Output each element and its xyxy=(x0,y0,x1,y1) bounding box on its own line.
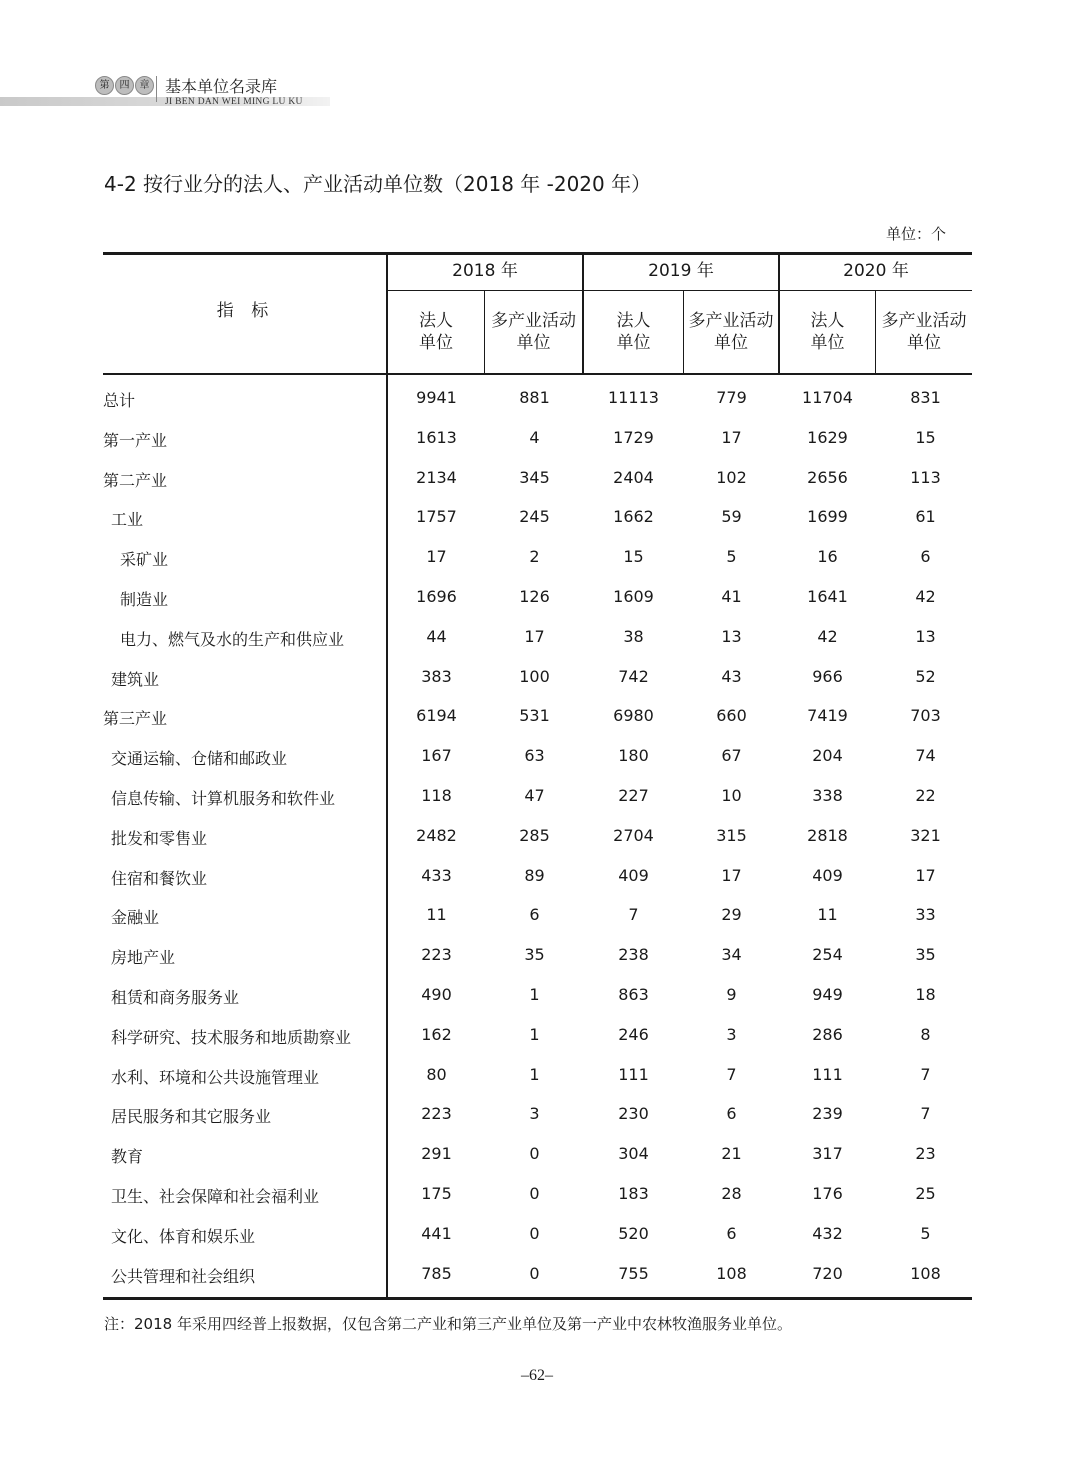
table-row xyxy=(103,746,972,774)
table-cell: 1629 xyxy=(807,427,848,447)
table-row xyxy=(103,1025,972,1053)
table-row xyxy=(103,826,972,854)
table-cell: 15 xyxy=(915,427,936,447)
table-cell: 881 xyxy=(519,388,550,407)
table-cell: 2404 xyxy=(613,467,654,487)
table-cell: 238 xyxy=(618,945,649,965)
table-cell: 304 xyxy=(618,1144,649,1164)
table-cell: 108 xyxy=(716,1263,747,1283)
table-cell: 2482 xyxy=(416,825,457,845)
table-cell: 17 xyxy=(915,865,936,885)
data-table xyxy=(103,252,972,1300)
row-label: 居民服务和其它服务业 xyxy=(111,1107,272,1127)
row-label: 建筑业 xyxy=(111,669,160,689)
table-cell: 180 xyxy=(618,746,649,766)
table-cell: 74 xyxy=(915,746,936,766)
table-cell: 22 xyxy=(915,786,936,805)
table-cell: 5 xyxy=(726,547,737,567)
table-row xyxy=(103,905,972,933)
table-cell: 25 xyxy=(915,1184,936,1203)
table-cell: 2704 xyxy=(613,825,654,845)
table-cell: 108 xyxy=(910,1263,941,1283)
row-label: 公共管理和社会组织 xyxy=(111,1266,256,1286)
table-cell: 2818 xyxy=(807,825,848,845)
table-row xyxy=(103,468,972,496)
table-row xyxy=(103,1184,972,1212)
table-cell: 6 xyxy=(726,1223,737,1243)
table-cell: 317 xyxy=(812,1144,843,1164)
table-cell: 126 xyxy=(519,587,550,606)
table-cell: 409 xyxy=(618,865,649,885)
table-cell: 432 xyxy=(812,1223,843,1243)
table-cell: 10 xyxy=(721,786,742,805)
index-header: 指 标 xyxy=(216,301,275,321)
table-cell: 1696 xyxy=(416,587,457,606)
table-cell: 183 xyxy=(618,1184,649,1203)
table-cell: 779 xyxy=(716,388,747,407)
table-row xyxy=(103,547,972,575)
table-cell: 1699 xyxy=(807,507,848,527)
table-cell: 33 xyxy=(915,905,936,925)
table-cell: 720 xyxy=(812,1263,843,1283)
year-header-2020: 2020 年 xyxy=(843,261,909,281)
table-cell: 0 xyxy=(529,1144,540,1164)
table-row xyxy=(103,428,972,456)
table-cell: 2656 xyxy=(807,467,848,487)
table-cell: 89 xyxy=(524,865,545,885)
table-cell: 162 xyxy=(421,1024,452,1044)
table-cell: 17 xyxy=(721,865,742,885)
table-cell: 13 xyxy=(915,626,936,646)
table-cell: 15 xyxy=(623,547,644,567)
table-row xyxy=(103,786,972,814)
table-cell: 59 xyxy=(721,507,742,527)
table-top-rule xyxy=(103,252,972,255)
table-cell: 4 xyxy=(529,427,540,447)
table-cell: 490 xyxy=(421,985,452,1004)
row-label: 房地产业 xyxy=(111,948,176,968)
table-cell: 41 xyxy=(721,587,742,606)
table-cell: 1609 xyxy=(613,587,654,606)
row-label: 科学研究、技术服务和地质勘察业 xyxy=(111,1027,352,1047)
table-cell: 1 xyxy=(529,1024,540,1044)
table-cell: 42 xyxy=(915,587,936,606)
table-cell: 254 xyxy=(812,945,843,965)
table-cell: 703 xyxy=(910,706,941,726)
table-cell: 223 xyxy=(421,1104,452,1124)
table-cell: 7 xyxy=(920,1064,931,1084)
table-cell: 0 xyxy=(529,1223,540,1243)
table-cell: 176 xyxy=(812,1184,843,1203)
header-separator xyxy=(156,76,157,102)
table-cell: 338 xyxy=(812,786,843,805)
chapter-badge xyxy=(95,76,154,95)
table-row xyxy=(103,1264,972,1292)
table-cell: 1757 xyxy=(416,507,457,527)
table-cell: 63 xyxy=(524,746,545,766)
table-cell: 11113 xyxy=(608,388,659,407)
chapter-char: 第 xyxy=(95,76,114,95)
table-row xyxy=(103,667,972,695)
table-cell: 175 xyxy=(421,1184,452,1203)
table-cell: 7419 xyxy=(807,706,848,726)
row-label: 总计 xyxy=(103,391,136,410)
table-cell: 3 xyxy=(726,1024,737,1044)
table-cell: 6980 xyxy=(613,706,654,726)
table-cell: 0 xyxy=(529,1263,540,1283)
row-label: 交通运输、仓储和邮政业 xyxy=(111,749,288,769)
table-cell: 9941 xyxy=(416,388,457,407)
table-cell: 118 xyxy=(421,786,452,805)
table-cell: 35 xyxy=(915,945,936,965)
table-cell: 35 xyxy=(524,945,545,965)
table-cell: 230 xyxy=(618,1104,649,1124)
table-cell: 433 xyxy=(421,865,452,885)
table-cell: 8 xyxy=(920,1024,931,1044)
table-cell: 13 xyxy=(721,626,742,646)
table-cell: 227 xyxy=(618,786,649,805)
year-header-2018: 2018 年 xyxy=(452,261,518,281)
table-cell: 239 xyxy=(812,1104,843,1124)
chapter-subtitle: JI BEN DAN WEI MING LU KU xyxy=(165,97,303,107)
table-cell: 863 xyxy=(618,985,649,1004)
table-header-rule xyxy=(103,373,972,375)
table-cell: 23 xyxy=(915,1144,936,1164)
sub-header: 多产业活动 单位 xyxy=(491,311,576,353)
row-label: 第三产业 xyxy=(103,709,168,729)
row-label: 教育 xyxy=(111,1147,144,1167)
table-cell: 785 xyxy=(421,1263,452,1283)
table-row xyxy=(103,1224,972,1252)
table-cell: 52 xyxy=(915,666,936,686)
table-row xyxy=(103,587,972,615)
table-cell: 17 xyxy=(426,547,447,567)
table-cell: 47 xyxy=(524,786,545,805)
table-cell: 246 xyxy=(618,1024,649,1044)
table-row xyxy=(103,985,972,1013)
year-header-2019: 2019 年 xyxy=(648,261,714,281)
table-cell: 383 xyxy=(421,666,452,686)
table-cell: 43 xyxy=(721,666,742,686)
row-label: 批发和零售业 xyxy=(111,828,208,848)
table-cell: 520 xyxy=(618,1223,649,1243)
table-cell: 2 xyxy=(529,547,540,567)
table-cell: 29 xyxy=(721,905,742,925)
table-row xyxy=(103,866,972,894)
row-label: 金融业 xyxy=(111,908,160,928)
row-label: 水利、环境和公共设施管理业 xyxy=(111,1067,320,1087)
table-cell: 2134 xyxy=(416,467,457,487)
table-cell: 321 xyxy=(910,825,941,845)
table-cell: 531 xyxy=(519,706,550,726)
table-cell: 42 xyxy=(817,626,838,646)
table-row xyxy=(103,627,972,655)
sub-header: 多产业活动 单位 xyxy=(688,311,774,353)
table-cell: 6194 xyxy=(416,706,457,726)
table-cell: 223 xyxy=(421,945,452,965)
table-row xyxy=(103,1104,972,1132)
table-row xyxy=(103,1065,972,1093)
table-cell: 441 xyxy=(421,1223,452,1243)
row-label: 第一产业 xyxy=(103,430,168,450)
row-label: 信息传输、计算机服务和软件业 xyxy=(111,789,336,808)
table-cell: 111 xyxy=(812,1064,843,1084)
table-cell: 755 xyxy=(618,1263,649,1283)
year-header-rule xyxy=(387,290,972,291)
table-cell: 1729 xyxy=(613,427,654,447)
table-cell: 18 xyxy=(915,985,936,1004)
table-cell: 7 xyxy=(628,905,639,925)
row-label: 文化、体育和娱乐业 xyxy=(111,1226,256,1246)
table-cell: 7 xyxy=(920,1104,931,1124)
table-cell: 315 xyxy=(716,825,747,845)
table-cell: 34 xyxy=(721,945,742,965)
chapter-char: 四 xyxy=(115,76,134,95)
table-cell: 1641 xyxy=(807,587,848,606)
table-row xyxy=(103,1144,972,1172)
table-cell: 204 xyxy=(812,746,843,766)
table-cell: 660 xyxy=(716,706,747,726)
row-label: 工业 xyxy=(111,510,144,530)
table-cell: 113 xyxy=(910,467,941,487)
row-label: 采矿业 xyxy=(120,550,169,570)
table-cell: 11704 xyxy=(802,388,853,407)
table-cell: 949 xyxy=(812,985,843,1004)
table-cell: 0 xyxy=(529,1184,540,1203)
table-cell: 167 xyxy=(421,746,452,766)
row-label: 第二产业 xyxy=(103,470,168,490)
sub-header: 法人 单位 xyxy=(419,311,453,353)
table-cell: 245 xyxy=(519,507,550,527)
row-label: 住宿和餐饮业 xyxy=(111,868,208,888)
table-cell: 102 xyxy=(716,467,747,487)
table-cell: 345 xyxy=(519,467,550,487)
unit-note: 单位：个 xyxy=(885,225,946,243)
table-cell: 6 xyxy=(529,905,540,925)
table-cell: 11 xyxy=(426,905,447,925)
table-row xyxy=(103,945,972,973)
table-cell: 1 xyxy=(529,985,540,1004)
table-cell: 28 xyxy=(721,1184,742,1203)
chapter-char: 章 xyxy=(135,76,154,95)
table-cell: 286 xyxy=(812,1024,843,1044)
table-cell: 966 xyxy=(812,666,843,686)
table-cell: 21 xyxy=(721,1144,742,1164)
table-row xyxy=(103,507,972,535)
table-cell: 100 xyxy=(519,666,550,686)
table-cell: 742 xyxy=(618,666,649,686)
table-cell: 17 xyxy=(721,427,742,447)
table-cell: 3 xyxy=(529,1104,540,1124)
sub-header: 多产业活动 单位 xyxy=(881,311,967,353)
table-cell: 6 xyxy=(726,1104,737,1124)
table-cell: 1662 xyxy=(613,507,654,527)
page-number: –62– xyxy=(521,1367,553,1384)
table-row xyxy=(103,388,972,416)
table-cell: 6 xyxy=(920,547,931,567)
table-cell: 17 xyxy=(524,626,545,646)
table-cell: 409 xyxy=(812,865,843,885)
sub-header: 法人 单位 xyxy=(810,311,845,353)
table-cell: 291 xyxy=(421,1144,452,1164)
table-cell: 16 xyxy=(817,547,838,567)
row-label: 卫生、社会保障和社会福利业 xyxy=(111,1187,320,1206)
footnote: 注：2018 年采用四经普上报数据，仅包含第二产业和第三产业单位及第一产业中农林牧渔服务业单位。 xyxy=(104,1315,792,1333)
sub-header: 法人 单位 xyxy=(616,311,651,353)
table-title: 4-2 按行业分的法人、产业活动单位数（2018 年 -2020 年） xyxy=(104,172,652,196)
table-cell: 9 xyxy=(726,985,737,1004)
row-label: 制造业 xyxy=(120,590,169,609)
row-label: 电力、燃气及水的生产和供应业 xyxy=(120,629,345,649)
table-cell: 111 xyxy=(618,1064,649,1084)
table-cell: 285 xyxy=(519,825,550,845)
table-cell: 7 xyxy=(726,1064,737,1084)
table-cell: 67 xyxy=(721,746,742,766)
table-cell: 5 xyxy=(920,1223,931,1243)
table-cell: 831 xyxy=(910,388,941,407)
row-label: 租赁和商务服务业 xyxy=(111,988,240,1007)
table-cell: 61 xyxy=(915,507,936,527)
table-cell: 1613 xyxy=(416,427,457,447)
table-row xyxy=(103,706,972,734)
table-cell: 11 xyxy=(817,905,838,925)
table-cell: 1 xyxy=(529,1064,540,1084)
table-cell: 38 xyxy=(623,626,644,646)
table-cell: 80 xyxy=(426,1064,447,1084)
table-bottom-rule xyxy=(103,1297,972,1300)
chapter-title: 基本单位名录库 xyxy=(165,77,278,96)
table-cell: 44 xyxy=(426,626,447,646)
